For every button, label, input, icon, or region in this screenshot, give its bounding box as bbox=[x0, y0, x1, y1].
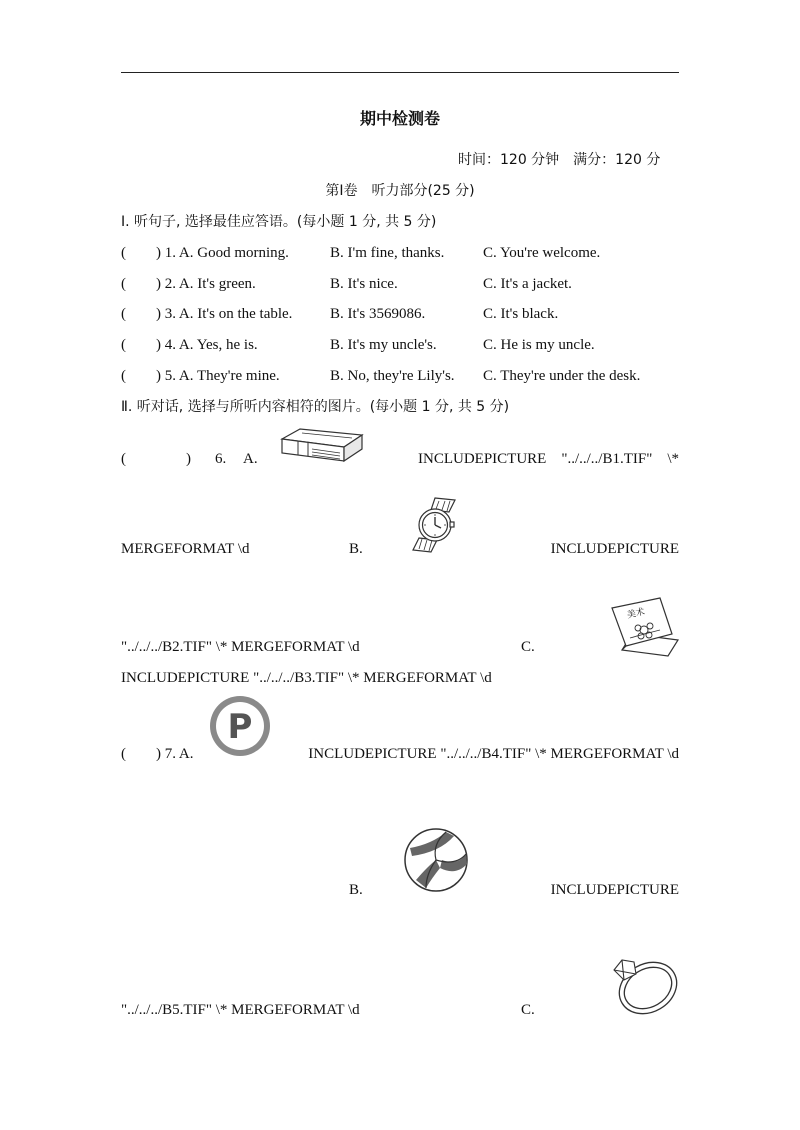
page-title: 期中检测卷 bbox=[359, 109, 440, 128]
q6-paren: ( ) bbox=[121, 451, 191, 467]
q6-field-c: INCLUDEPICTURE "../../../B3.TIF" \* MERGEFORMAT \d bbox=[121, 670, 492, 686]
q3-b: B. It's 3569086. bbox=[330, 306, 426, 322]
q6-a-label: A. bbox=[243, 451, 258, 467]
section2-heading: Ⅱ. 听对话, 选择与所听内容相符的图片。(每小题 1 分, 共 5 分) bbox=[121, 399, 510, 415]
q7-b-label: B. bbox=[349, 882, 363, 898]
q4-a: ( ) 4. A. Yes, he is. bbox=[121, 337, 258, 353]
ring-icon bbox=[608, 948, 680, 1018]
watch-icon bbox=[405, 494, 467, 556]
q1-b: B. I'm fine, thanks. bbox=[330, 245, 445, 261]
q7-c-label: C. bbox=[521, 1002, 535, 1018]
q4-c: C. He is my uncle. bbox=[483, 337, 595, 353]
q6-field-b2: "../../../B2.TIF" \* MERGEFORMAT \d bbox=[121, 639, 360, 655]
art-book-icon bbox=[608, 594, 680, 658]
part-title: 第Ⅰ卷 听力部分(25 分) bbox=[325, 183, 475, 199]
q1-a: ( ) 1. A. Good morning. bbox=[121, 245, 289, 261]
q4-b: B. It's my uncle's. bbox=[330, 337, 437, 353]
q2-b: B. It's nice. bbox=[330, 276, 398, 292]
time-info: 时间：120 分钟 满分：120 分 bbox=[458, 152, 661, 168]
q7-field-b1: INCLUDEPICTURE bbox=[550, 882, 679, 898]
q6-c-label: C. bbox=[521, 639, 535, 655]
volleyball-icon bbox=[402, 826, 470, 894]
q3-a: ( ) 3. A. It's on the table. bbox=[121, 306, 293, 322]
parking-sign-icon bbox=[208, 694, 272, 758]
q7-field-b2: "../../../B5.TIF" \* MERGEFORMAT \d bbox=[121, 1002, 360, 1018]
q2-c: C. It's a jacket. bbox=[483, 276, 572, 292]
q5-b: B. No, they're Lily's. bbox=[330, 368, 455, 384]
section1-heading: Ⅰ. 听句子, 选择最佳应答语。(每小题 1 分, 共 5 分) bbox=[121, 214, 437, 230]
q6-field-a1: INCLUDEPICTURE "../../../B1.TIF" \* bbox=[418, 451, 679, 467]
q3-c: C. It's black. bbox=[483, 306, 559, 322]
q1-c: C. You're welcome. bbox=[483, 245, 601, 261]
q7-prefix: ( ) 7. A. bbox=[121, 746, 194, 762]
top-rule bbox=[121, 72, 679, 73]
q6-num: 6. bbox=[215, 451, 227, 467]
q7-field-a: INCLUDEPICTURE "../../../B4.TIF" \* MERGEFORMAT \d bbox=[308, 746, 679, 762]
q2-a: ( ) 2. A. It's green. bbox=[121, 276, 256, 292]
q5-a: ( ) 5. A. They're mine. bbox=[121, 368, 280, 384]
parking-letter: P bbox=[227, 707, 253, 747]
eraser-icon bbox=[278, 425, 366, 465]
q6-field-a2: MERGEFORMAT \d bbox=[121, 541, 250, 557]
book-title-text: 美术 bbox=[626, 607, 646, 621]
q6-field-b1: INCLUDEPICTURE bbox=[550, 541, 679, 557]
q5-c: C. They're under the desk. bbox=[483, 368, 641, 384]
q6-b-label: B. bbox=[349, 541, 363, 557]
